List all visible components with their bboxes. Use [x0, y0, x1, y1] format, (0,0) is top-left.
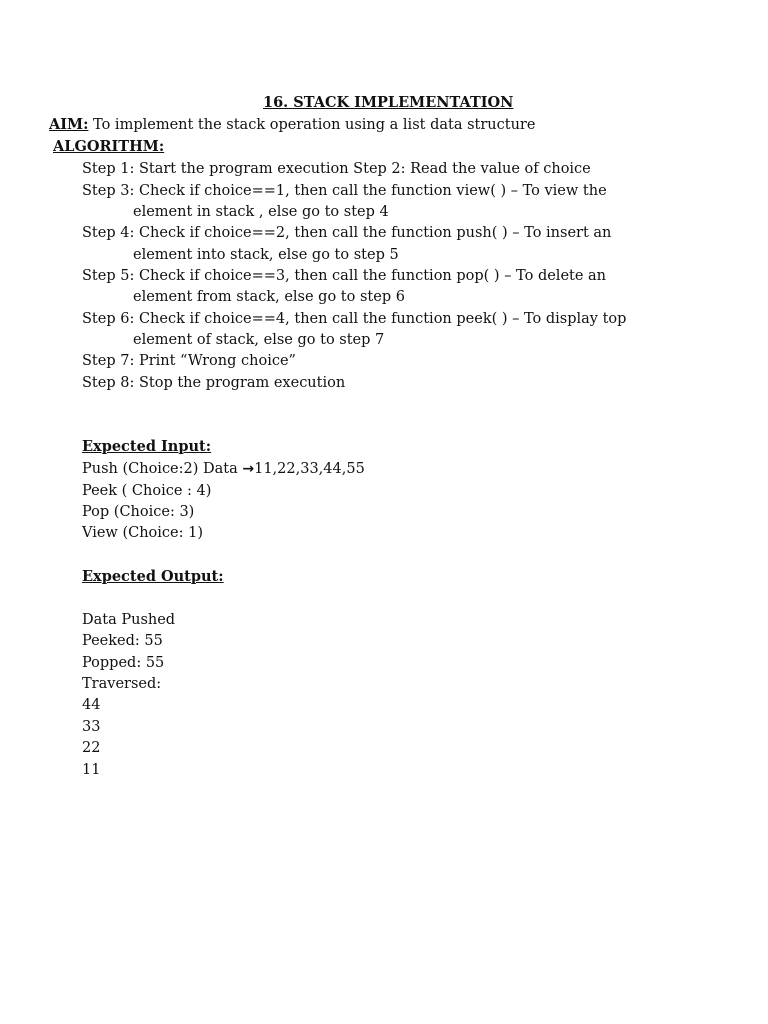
- step-line: Step 4: Check if choice==2, then call the function push( ) – To insert an: [82, 225, 612, 241]
- input-push-values: 11,22,33,44,55: [254, 461, 365, 477]
- input-push-line: [82, 460, 365, 478]
- step-line: Step 7: Print “Wrong choice”: [82, 353, 296, 369]
- step-line: Step 3: Check if choice==1, then call the function view( ) – To view the: [82, 183, 607, 199]
- aim-label: AIM:: [49, 116, 89, 133]
- step-line: Step 6: Check if choice==4, then call the function peek( ) – To display top: [82, 311, 627, 327]
- output-line: Popped: 55: [82, 655, 165, 671]
- output-line: 33: [82, 719, 101, 735]
- output-line: Traversed:: [82, 676, 162, 692]
- output-line: 44: [82, 697, 101, 713]
- output-line: 22: [82, 740, 101, 756]
- step-line: Step 8: Stop the program execution: [82, 375, 346, 391]
- input-line: Pop (Choice: 3): [82, 504, 195, 520]
- algorithm-label: ALGORITHM:: [53, 138, 165, 155]
- step-continuation: element of stack, else go to step 7: [133, 332, 385, 348]
- expected-input-label: Expected Input:: [82, 438, 212, 455]
- input-line: Peek ( Choice : 4): [82, 483, 212, 499]
- step-continuation: element from stack, else go to step 6: [133, 289, 405, 305]
- step-line: Step 1: Start the program execution Step 2: Read the value of choice: [82, 161, 591, 177]
- document-title: 16. STACK IMPLEMENTATION: [263, 94, 514, 111]
- output-line: 11: [82, 762, 101, 778]
- step-continuation: element into stack, else go to step 5: [133, 247, 399, 263]
- output-line: Peeked: 55: [82, 633, 163, 649]
- aim-text: To implement the stack operation using a list data structure: [88, 117, 536, 133]
- expected-output-label: Expected Output:: [82, 568, 224, 585]
- input-line: View (Choice: 1): [82, 525, 203, 541]
- aim-line: [49, 116, 535, 134]
- step-continuation: element in stack , else go to step 4: [133, 204, 389, 220]
- input-push-prefix: Push (Choice:2) Data: [82, 461, 243, 477]
- step-line: Step 5: Check if choice==3, then call the function pop( ) – To delete an: [82, 268, 607, 284]
- output-line: Data Pushed: [82, 612, 176, 628]
- arrow-right-icon: →: [242, 461, 255, 477]
